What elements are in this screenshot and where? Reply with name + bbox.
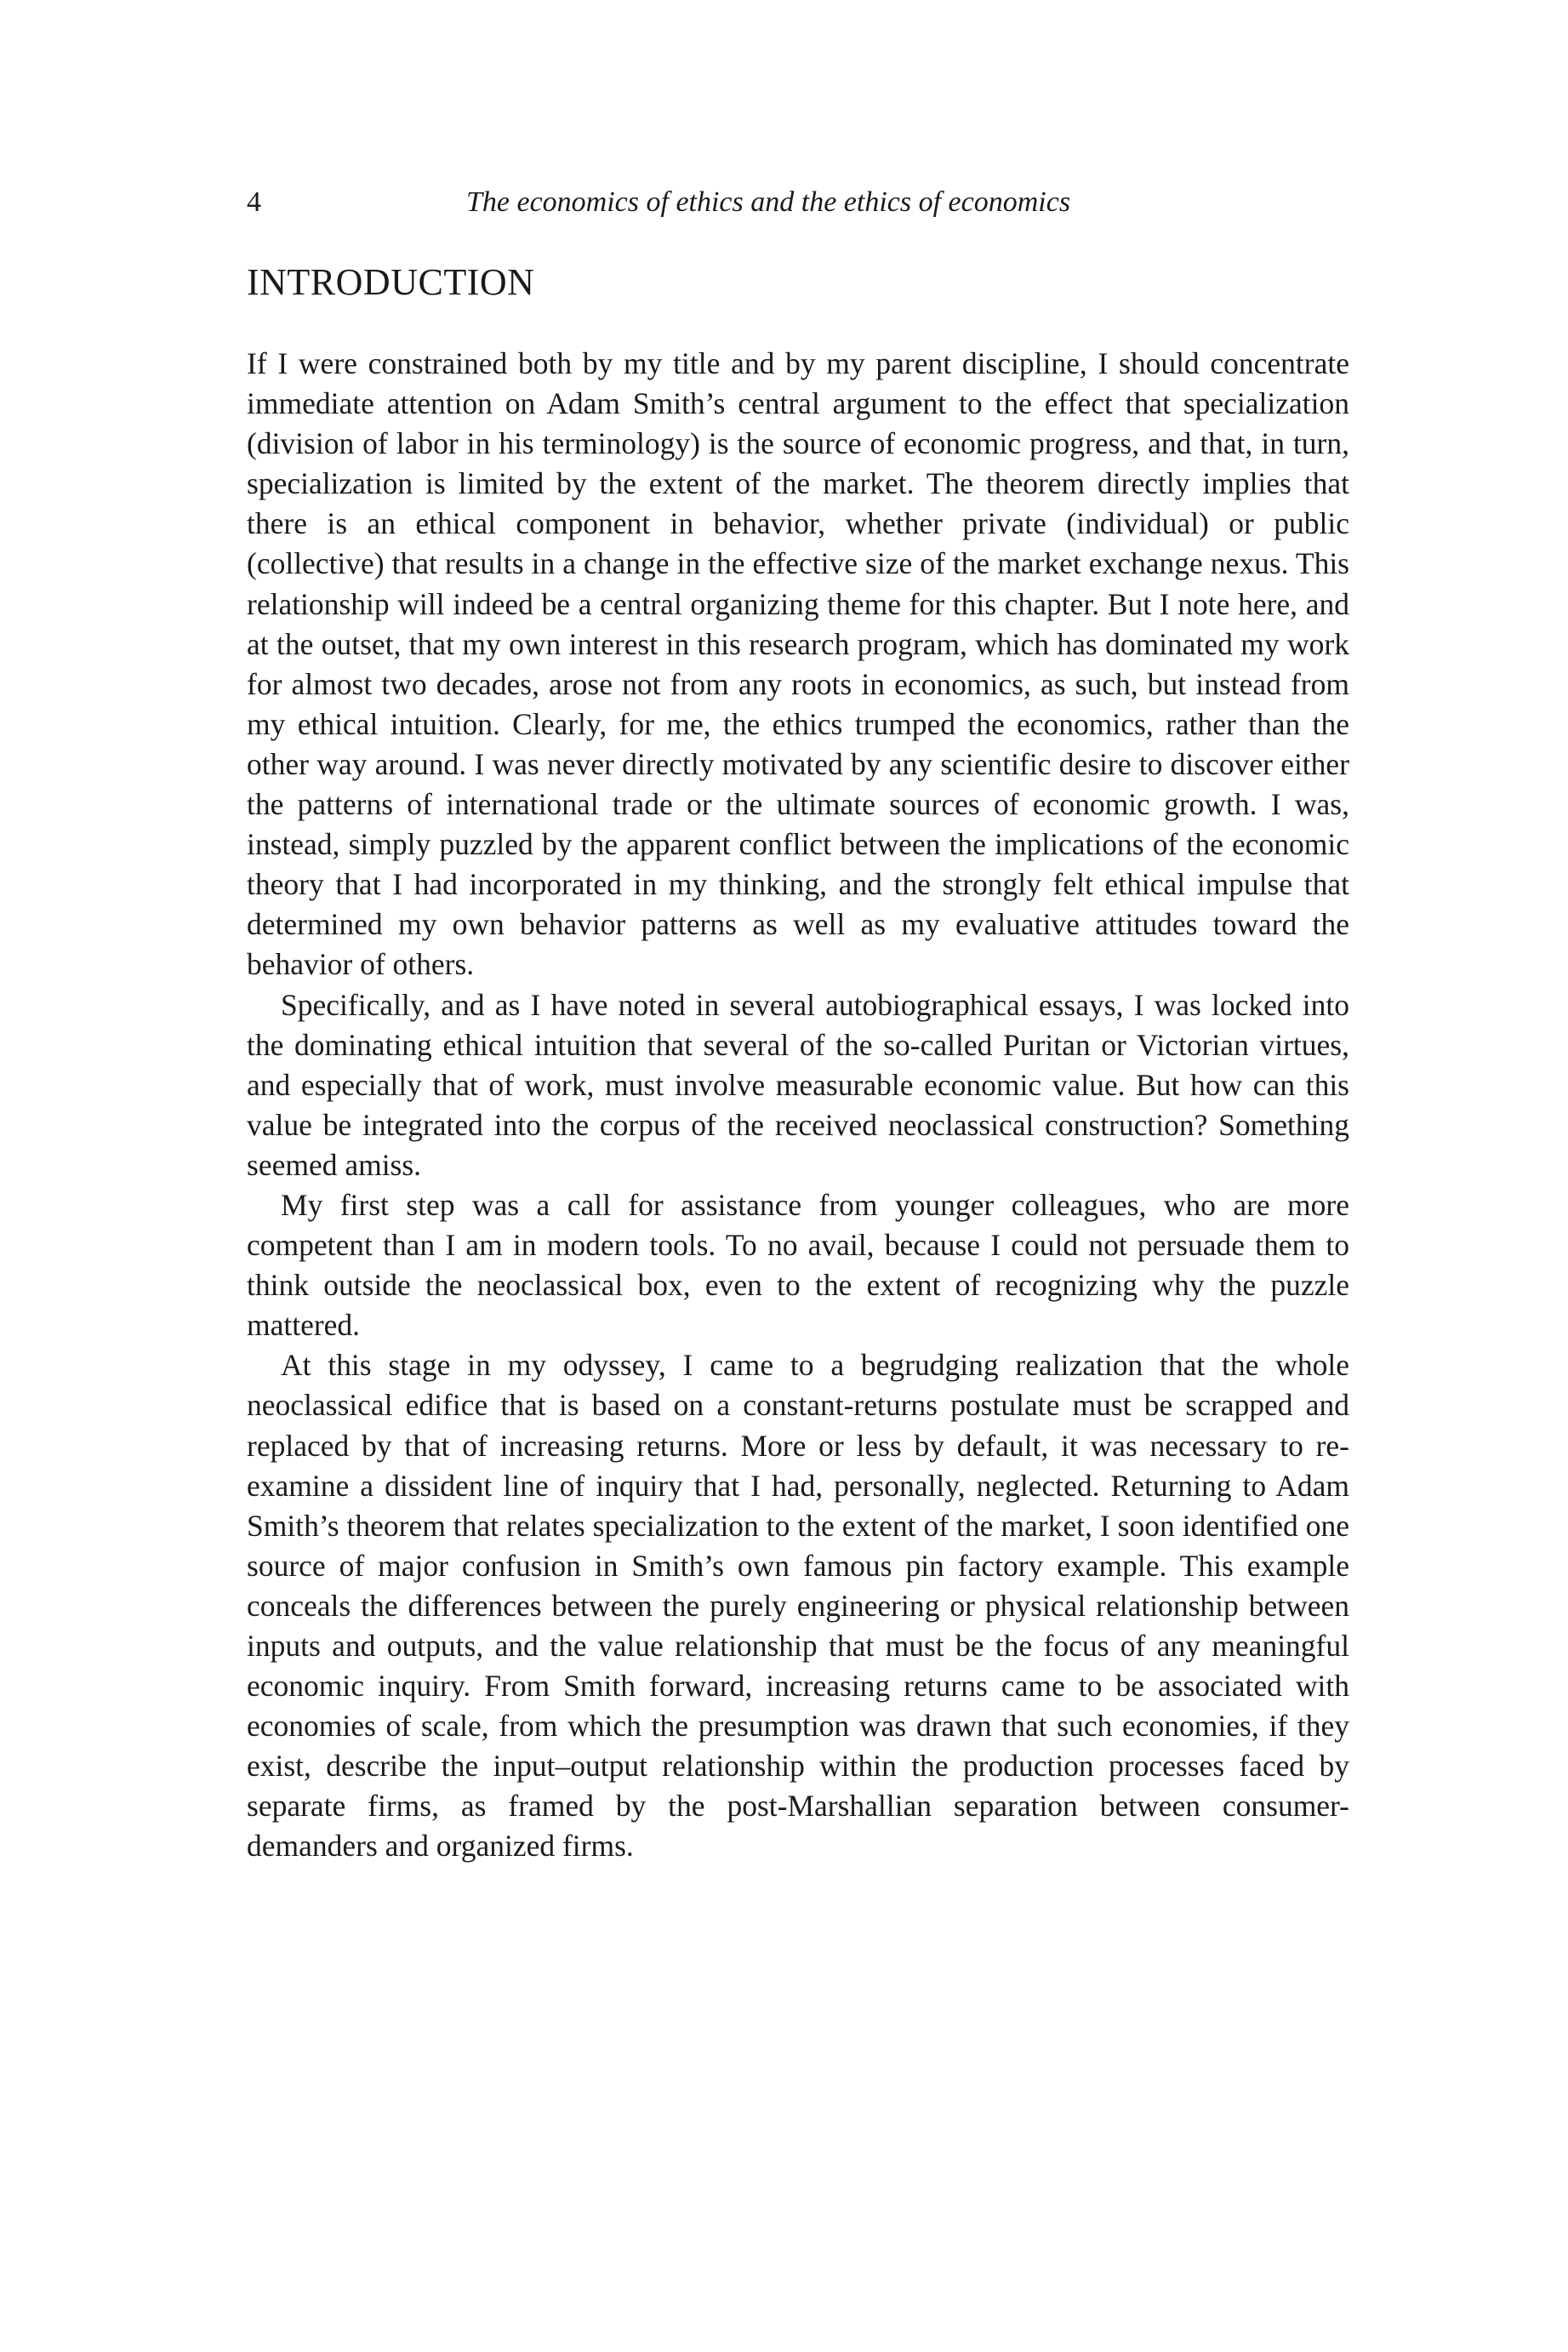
body-text: [247, 344, 1349, 1867]
section-heading: INTRODUCTION: [247, 261, 535, 303]
paragraph-4: At this stage in my odyssey, I came to a begrudging realization that the whole neoclassical edifice that is based on a constant-returns postulate must be scrapped and replaced by that of increasing returns. More or less by default, it was necessary to re-examine a dissident line of inquiry that I had, personally, neglected. Returning to Adam Smith’s theorem that relates specialization to the extent of the market, I soon identified one source of major confusion in Smith’s own famous pin factory example. This example conceals the differences between the purely engineering or physical relationship between inputs and outputs, and the value relationship that must be the focus of any meaningful economic inquiry. From Smith forward, increasing returns came to be associated with economies of scale, from which the presumption was drawn that such economies, if they exist, describe the input–output relationship within the production processes faced by separate firms, as framed by the post-Marshallian separation between consumer-demanders and organized firms.: [247, 1348, 1349, 1864]
page-number: 4: [247, 186, 261, 218]
running-head: [247, 177, 1344, 228]
paragraph-1: If I were constrained both by my title and by my parent discipline, I should concentrate immediate attention on Adam Smith’s central argument to the effect that specialization (division of labor in his terminology) is the source of economic progress, and that, in turn, specialization is limited by the extent of the market. The theorem directly implies that there is an ethical component in behavior, whether private (individual) or public (collective) that results in a change in the effective size of the market exchange nexus. This relationship will indeed be a central organizing theme for this chapter. But I note here, and at the outset, that my own interest in this research program, which has dominated my work for almost two decades, arose not from any roots in economics, as such, but instead from my ethical intuition. Clearly, for me, the ethics trumped the economics, rather than the other way around. I was never directly motivated by any scientific desire to discover either the patterns of international trade or the ultimate sources of economic growth. I was, instead, simply puzzled by the apparent conflict between the implications of the economic theory that I had incorporated in my thinking, and the strongly felt ethical impulse that determined my own behavior patterns as well as my evaluative attitudes toward the behavior of others.: [247, 346, 1349, 982]
paragraph-3: My first step was a call for assistance from younger colleagues, who are more competent than I am in modern tools. To no avail, because I could not persuade them to think outside the neoclassical box, even to the extent of recognizing why the puzzle mattered.: [247, 1187, 1349, 1343]
running-title: The economics of ethics and the ethics of economics: [466, 186, 1071, 218]
paragraph-2: Specifically, and as I have noted in several autobiographical essays, I was locked into the dominating ethical intuition that several of the so-called Puritan or Victorian virtues, and especially that of work, must involve measurable economic value. But how can this value be integrated into the corpus of the received neoclassical construction? Something seemed amiss.: [247, 987, 1349, 1182]
